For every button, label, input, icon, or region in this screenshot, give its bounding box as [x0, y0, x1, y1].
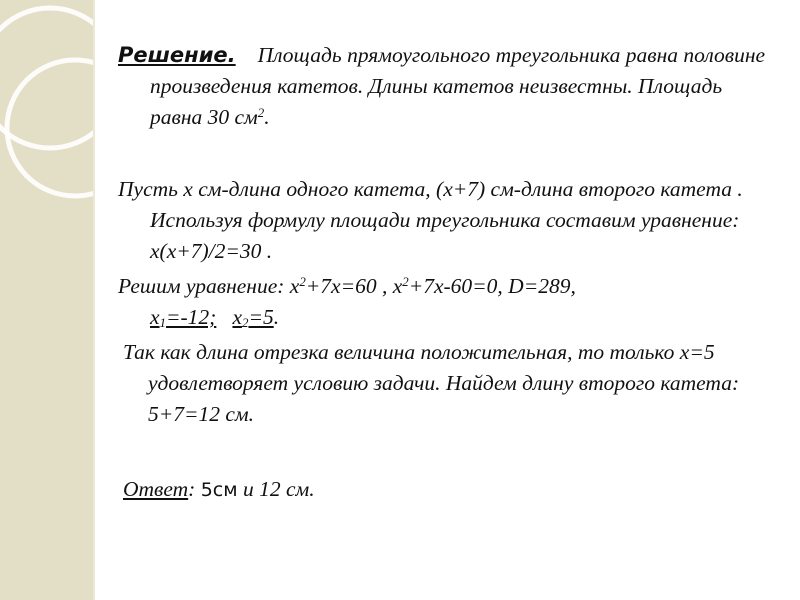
sidebar-divider — [93, 0, 95, 600]
answer-value-1: 5см — [200, 479, 238, 501]
paragraph-solution — [118, 40, 778, 133]
superscript: 2 — [402, 274, 409, 289]
period: . — [273, 305, 280, 329]
paragraph-solve — [118, 271, 778, 333]
paragraph-answer — [118, 474, 778, 506]
variable: х — [232, 305, 242, 329]
subscript: 1 — [159, 316, 166, 331]
period: . — [264, 105, 270, 129]
heading-solution: Решение. — [118, 43, 236, 67]
answer-value-2: и 12 см. — [237, 477, 315, 501]
root-x1 — [150, 305, 216, 329]
superscript: 2 — [299, 274, 306, 289]
answer-label: Ответ — [123, 477, 189, 501]
root-value: =5 — [248, 305, 274, 329]
slide-content — [118, 40, 778, 506]
root-value: =-12; — [166, 305, 217, 329]
answer-colon: : — [188, 477, 201, 501]
paragraph-1-text: Площадь прямоугольного треугольника равна половине произведения катетов. Длины катетов неизвестны. Площадь равна 30 см — [150, 43, 766, 129]
subscript: 2 — [242, 316, 249, 331]
decorative-rings-icon — [0, 0, 93, 600]
equation-part: +7х-60=0, D=289, — [408, 274, 576, 298]
paragraph-let: Пусть х см-длина одного катета, (х+7) см-длина второго катета . Используя формулу площади треугольника составим уравнение: х(х+7)/2=30 . — [118, 177, 743, 263]
decorative-sidebar — [0, 0, 93, 600]
root-x2 — [232, 305, 273, 329]
paragraph-conclusion: Так как длина отрезка величина положительная, то только х=5 удовлетворяет условию задачи. Найдем длину второго катета: 5+7=12 см. — [123, 340, 740, 426]
equation-part: Решим уравнение: х — [118, 274, 300, 298]
superscript: 2 — [257, 105, 265, 120]
equation-part: +7х=60 , х — [305, 274, 403, 298]
variable: х — [150, 305, 160, 329]
